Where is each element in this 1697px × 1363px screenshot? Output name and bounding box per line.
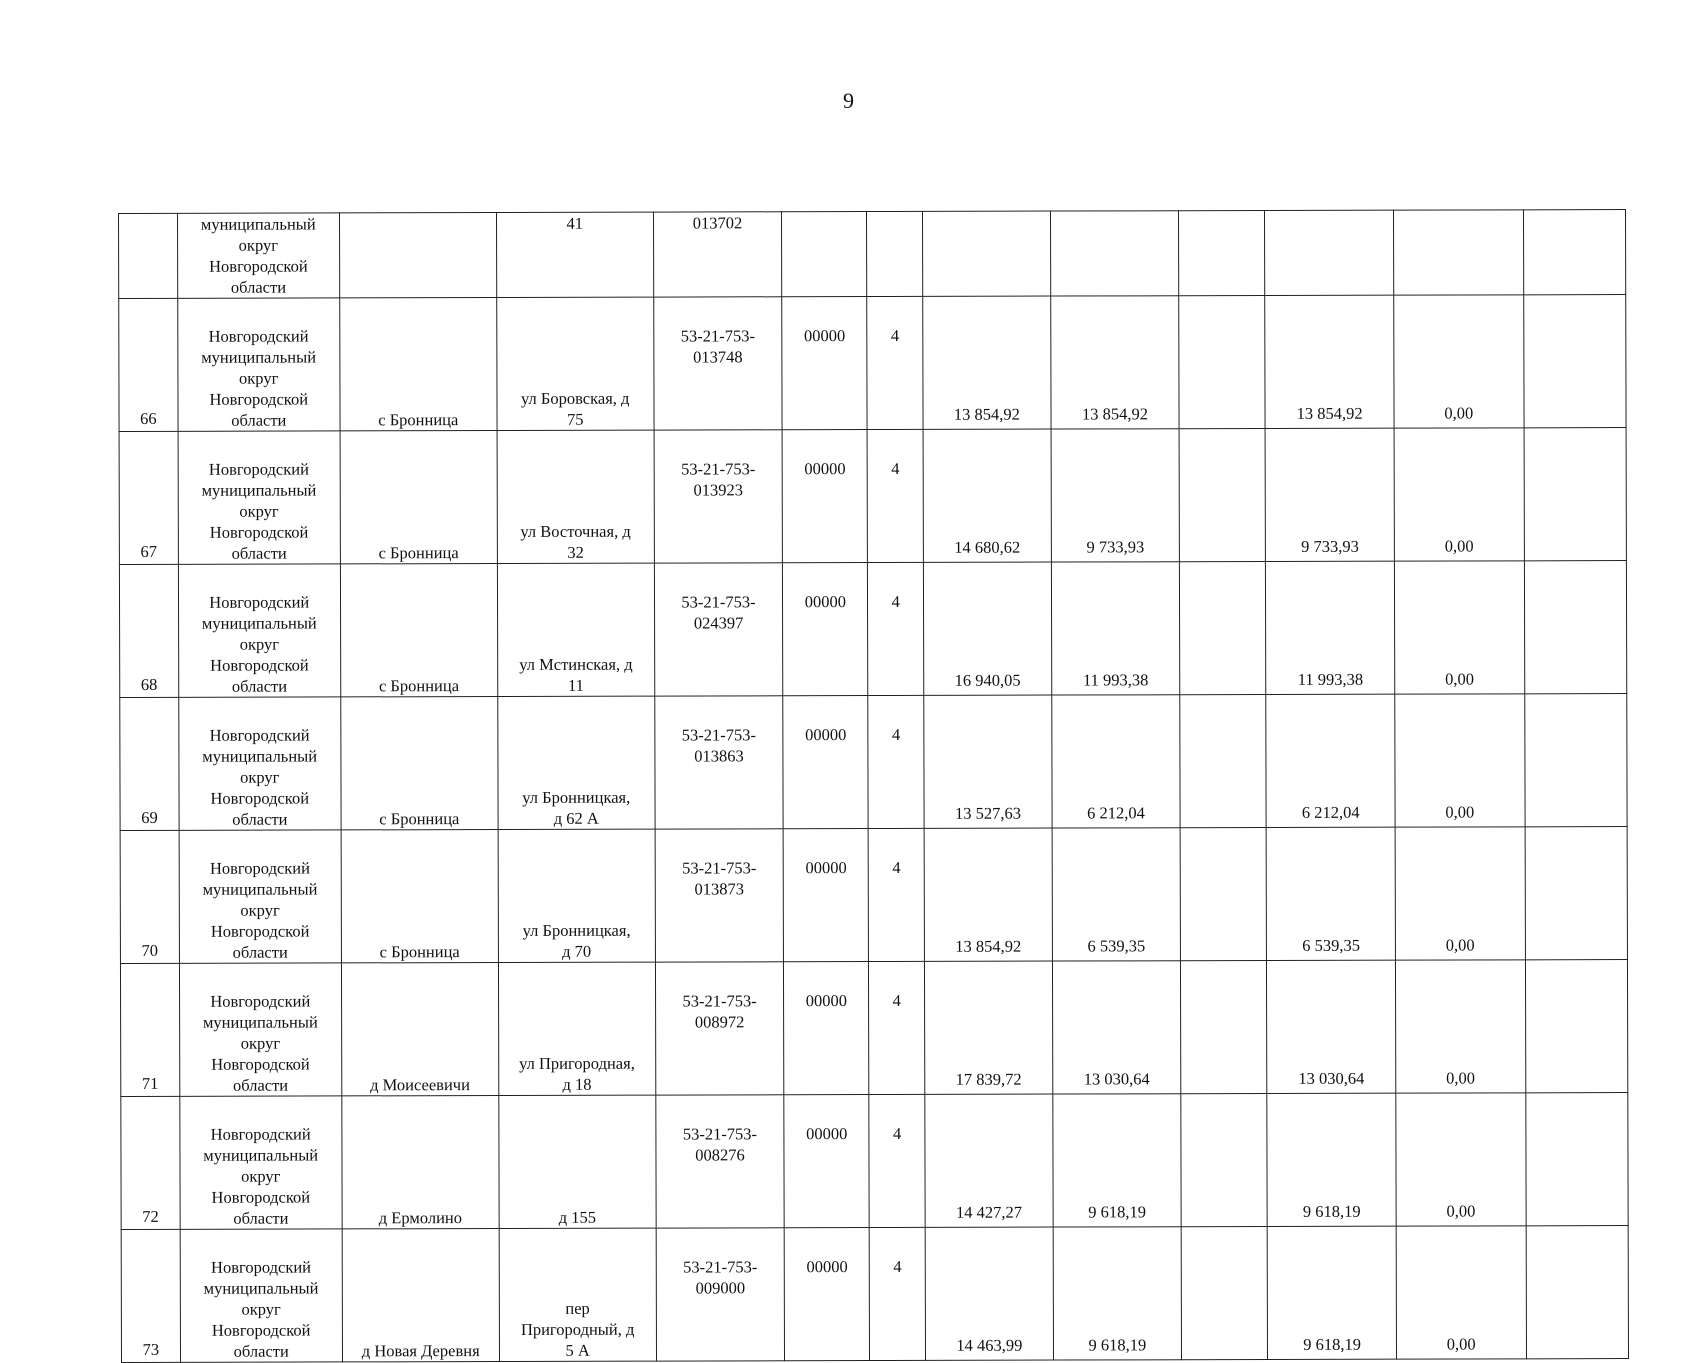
cell-category: 4: [868, 562, 924, 695]
district-line: Новгородской: [211, 1320, 311, 1340]
cell-value-2: 11 993,38: [1051, 562, 1180, 695]
cell-num: 67: [119, 431, 178, 564]
cell-district: [179, 697, 341, 830]
district-line: муниципальный: [201, 480, 317, 500]
cell-district: [180, 1096, 342, 1229]
district-line: округ: [240, 767, 280, 787]
address-line: 11: [567, 675, 584, 695]
cell-code: [654, 430, 783, 563]
cell-value-2: 9 618,19: [1053, 1227, 1182, 1360]
cell-num: 70: [120, 830, 179, 963]
cell-value-1: 14 427,27: [925, 1094, 1053, 1227]
cell-code: 013702: [653, 212, 782, 297]
address-line: 75: [566, 409, 584, 429]
cell-settlement: с Бронница: [341, 830, 498, 963]
district-line: округ: [240, 900, 280, 920]
code-line: 53-21-753-: [683, 1257, 758, 1277]
cell-zeros: [782, 212, 867, 297]
cell-settlement: с Бронница: [340, 564, 497, 697]
cell-address: [496, 297, 653, 430]
cell-value-3: [1179, 428, 1265, 561]
district-line: области: [232, 1075, 289, 1095]
cell-empty: [1526, 1226, 1629, 1359]
cell-num: 68: [119, 564, 178, 697]
cell-value-4: 13 030,64: [1267, 960, 1396, 1093]
cell-settlement: с Бронница: [340, 431, 497, 564]
cell-value-5: [1393, 210, 1523, 295]
table-row: [119, 561, 1626, 698]
code-line: 53-21-753-: [681, 459, 756, 479]
cell-value-5: 0,00: [1395, 694, 1525, 827]
cell-value-1: [923, 211, 1051, 296]
cell-value-3: [1179, 295, 1265, 428]
cell-empty: [1524, 694, 1627, 827]
cell-value-1: 16 940,05: [923, 562, 1051, 695]
cell-value-2: 13 030,64: [1052, 961, 1181, 1094]
cell-district: [179, 830, 341, 963]
cell-district: [178, 431, 340, 564]
district-line: округ: [239, 634, 280, 654]
cell-value-2: 9 733,93: [1051, 429, 1180, 562]
cell-value-1: 13 854,92: [924, 828, 1052, 961]
cell-district: [180, 1229, 342, 1362]
district-line: Новгородский: [209, 592, 310, 612]
code-line: 53-21-753-: [680, 326, 755, 346]
cell-value-2: 6 539,35: [1052, 828, 1181, 961]
district-line: Новгородский: [209, 858, 310, 878]
district-line: области: [232, 809, 288, 829]
district-line: муниципальный: [202, 746, 318, 766]
cell-address: [499, 1095, 656, 1228]
cell-settlement: д Новая Деревня: [342, 1229, 499, 1362]
district-line: Новгородской: [210, 921, 310, 941]
district-line: округ: [239, 501, 279, 521]
cell-zeros: 00000: [782, 297, 867, 430]
district-line: Новгородский: [210, 991, 311, 1011]
cell-zeros: 00000: [783, 563, 868, 696]
district-line: Новгородской: [210, 655, 309, 675]
cell-value-2: 6 212,04: [1051, 695, 1180, 828]
cell-zeros: 00000: [783, 696, 868, 829]
table-row-continuation: [119, 210, 1626, 299]
cell-value-4: 13 854,92: [1265, 295, 1394, 428]
cell-category: 4: [870, 1227, 926, 1360]
district-line: Новгородской: [209, 389, 309, 409]
data-table: [118, 209, 1629, 1363]
cell-value-3: [1181, 1226, 1267, 1359]
cell-value-4: 9 733,93: [1265, 428, 1394, 561]
district-line: Новгородский: [210, 1257, 312, 1277]
table-row: [121, 1093, 1628, 1230]
district-line: муниципальный: [203, 1145, 319, 1165]
cell-value-1: 14 463,99: [925, 1227, 1053, 1360]
district-line: области: [231, 410, 287, 430]
cell-address: [498, 696, 655, 829]
cell-zeros: 00000: [784, 1095, 869, 1228]
cell-district: [177, 298, 339, 431]
code-line: 013748: [693, 347, 743, 367]
cell-district: [177, 213, 339, 298]
cell-value-5: 0,00: [1395, 960, 1525, 1093]
district-line: Новгородской: [211, 1054, 310, 1074]
address-line: 5 А: [565, 1340, 590, 1360]
cell-district: [179, 963, 341, 1096]
cell-value-3: [1180, 827, 1266, 960]
cell-address: 41: [496, 212, 653, 297]
cell-value-5: 0,00: [1394, 428, 1524, 561]
district-line: округ: [241, 1299, 281, 1319]
district-line: муниципальный: [201, 613, 317, 633]
page-number: 9: [843, 88, 854, 113]
cell-address: [497, 430, 654, 563]
cell-category: [867, 211, 923, 296]
district-line: области: [231, 676, 288, 696]
cell-zeros: 00000: [783, 829, 868, 962]
cell-code: [656, 1095, 785, 1228]
cell-value-5: 0,00: [1394, 561, 1524, 694]
code-line: 53-21-753-: [681, 592, 756, 612]
cell-value-4: 6 212,04: [1266, 694, 1395, 827]
cell-address: [499, 1228, 656, 1361]
cell-value-4: 11 993,38: [1266, 561, 1395, 694]
cell-address: [497, 563, 654, 696]
code-line: 013923: [693, 480, 744, 500]
district-line: Новгородский: [208, 326, 309, 346]
district-line: муниципальный: [201, 347, 317, 367]
cell-value-5: 0,00: [1394, 295, 1524, 428]
table-row: [120, 694, 1627, 831]
cell-value-2: 13 854,92: [1050, 296, 1179, 429]
district-line: округ: [240, 1033, 281, 1053]
district-line: муниципальный: [202, 1012, 318, 1032]
cell-empty: [1525, 960, 1628, 1093]
cell-value-4: 6 539,35: [1266, 827, 1395, 960]
cell-num: 66: [119, 298, 178, 431]
cell-empty: [1524, 561, 1627, 694]
code-line: 024397: [693, 613, 744, 633]
table-row: [119, 428, 1626, 565]
district-line: Новгородский: [210, 1124, 311, 1144]
cell-value-4: 9 618,19: [1268, 1226, 1397, 1359]
code-line: 53-21-753-: [681, 725, 757, 745]
cell-code: [653, 297, 782, 430]
district-line: области: [232, 942, 288, 962]
cell-code: [655, 962, 784, 1095]
district-line: муниципальный: [200, 214, 316, 234]
code-line: 53-21-753-: [682, 991, 757, 1011]
code-line: 013873: [694, 879, 745, 899]
cell-category: 4: [867, 429, 923, 562]
cell-settlement: с Бронница: [341, 697, 498, 830]
address-line: д 18: [562, 1074, 592, 1094]
address-line: ул Боровская, д: [520, 388, 630, 408]
cell-settlement: д Ермолино: [342, 1096, 499, 1229]
district-line: муниципальный: [202, 879, 318, 899]
district-line: Новгородский: [209, 725, 310, 745]
address-line: д 70: [562, 941, 592, 961]
address-line: ул Мстинская, д: [519, 654, 633, 674]
cell-category: 4: [867, 296, 923, 429]
district-line: Новгородской: [209, 256, 308, 276]
cell-empty: [1523, 295, 1626, 428]
cell-value-1: 13 854,92: [923, 296, 1051, 429]
address-line: д 155: [558, 1207, 597, 1227]
cell-zeros: 00000: [784, 962, 869, 1095]
address-line: пер: [565, 1298, 590, 1318]
cell-code: [655, 829, 784, 962]
cell-category: 4: [869, 961, 925, 1094]
address-line: ул Бронницкая,: [522, 787, 631, 807]
cell-empty: [1523, 210, 1626, 295]
district-line: округ: [238, 235, 279, 255]
address-line: ул Пригородная,: [519, 1053, 635, 1073]
cell-address: [498, 962, 655, 1095]
cell-value-5: 0,00: [1396, 1226, 1526, 1359]
cell-value-3: [1181, 1093, 1267, 1226]
cell-category: 4: [868, 695, 924, 828]
cell-value-4: [1265, 210, 1394, 295]
code-line: 008276: [695, 1145, 745, 1165]
table-row: [120, 827, 1627, 964]
district-line: Новгородской: [211, 1187, 311, 1207]
cell-num: [119, 213, 178, 298]
cell-settlement: [339, 213, 496, 298]
cell-value-5: 0,00: [1396, 1093, 1526, 1226]
cell-settlement: с Бронница: [339, 298, 496, 431]
cell-value-1: 17 839,72: [925, 961, 1053, 1094]
district-line: муниципальный: [203, 1278, 319, 1298]
cell-value-5: 0,00: [1395, 827, 1525, 960]
code-line: 013863: [694, 746, 744, 766]
table-row: [121, 1226, 1628, 1363]
cell-zeros: 00000: [782, 430, 867, 563]
district-line: округ: [241, 1166, 281, 1186]
address-line: Пригородный, д: [520, 1319, 635, 1339]
address-line: ул Бронницкая,: [522, 920, 631, 940]
cell-empty: [1525, 1093, 1628, 1226]
cell-code: [656, 1228, 785, 1361]
cell-address: [498, 829, 655, 962]
cell-num: 73: [121, 1229, 180, 1362]
code-line: 53-21-753-: [682, 858, 757, 878]
cell-num: 72: [121, 1096, 180, 1229]
address-line: ул Восточная, д: [520, 521, 631, 541]
district-line: Новгородской: [209, 522, 309, 542]
cell-empty: [1524, 428, 1627, 561]
address-line: д 62 А: [553, 808, 599, 828]
cell-value-3: [1180, 694, 1266, 827]
code-line: 009000: [695, 1278, 746, 1298]
cell-num: 71: [120, 963, 179, 1096]
district-line: области: [230, 277, 287, 297]
district-line: области: [231, 543, 287, 563]
address-line: 32: [567, 542, 584, 562]
cell-value-3: [1179, 210, 1265, 295]
cell-zeros: 00000: [784, 1228, 869, 1361]
district-line: Новгородский: [208, 459, 309, 479]
cell-code: [654, 696, 783, 829]
cell-category: 4: [868, 828, 924, 961]
cell-value-1: 13 527,63: [924, 695, 1052, 828]
district-line: округ: [238, 368, 279, 388]
district-line: области: [233, 1341, 289, 1361]
cell-value-3: [1180, 561, 1266, 694]
cell-value-2: 9 618,19: [1052, 1094, 1181, 1227]
code-line: 008972: [694, 1012, 745, 1032]
cell-value-4: 9 618,19: [1267, 1093, 1396, 1226]
table-row: [120, 960, 1627, 1097]
cell-empty: [1525, 827, 1628, 960]
cell-settlement: д Моисеевичи: [341, 963, 498, 1096]
table-container: [118, 209, 1629, 1363]
district-line: области: [233, 1208, 289, 1228]
cell-value-3: [1181, 960, 1267, 1093]
cell-value-2: [1050, 211, 1179, 296]
cell-district: [178, 564, 340, 697]
code-line: 53-21-753-: [682, 1124, 758, 1144]
district-line: Новгородской: [210, 788, 310, 808]
table-row: [119, 295, 1626, 432]
cell-code: [654, 563, 783, 696]
cell-num: 69: [120, 697, 179, 830]
cell-category: 4: [869, 1094, 925, 1227]
cell-value-1: 14 680,62: [923, 429, 1051, 562]
